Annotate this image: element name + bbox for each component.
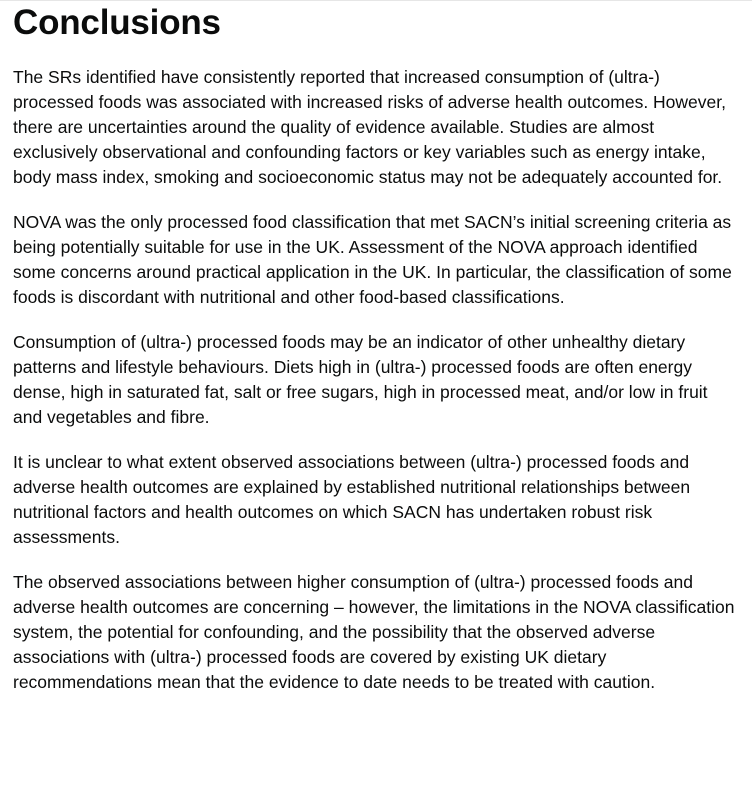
- paragraph-dietary-patterns: Consumption of (ultra-) processed foods may be an indicator of other unhealthy dietary patterns and lifestyle behaviours. Diets high in (ultra-) processed foods are often energy dense, high in saturated fat, salt or free sugars, high in processed meat, and/or low in fruit and vegetables and fibre.: [13, 332, 708, 427]
- paragraph-caution: The observed associations between higher consumption of (ultra-) processed foods and adverse health outcomes are concerning – however, the limitations in the NOVA classification system, the potential for confounding, and the possibility that the observed adverse associations with (ultra-) processed foods are covered by existing UK dietary recommendations mean that the evidence to date needs to be treated with caution.: [13, 572, 735, 692]
- paragraph-nova-classification: NOVA was the only processed food classification that met SACN’s initial screening criteria as being potentially suitable for use in the UK. Assessment of the NOVA approach identified some concerns around practical application in the UK. In particular, the classification of some foods is discordant with nutritional and other food-based classifications.: [13, 212, 732, 307]
- paragraph-nutritional-relationships: It is unclear to what extent observed associations between (ultra-) processed foods and adverse health outcomes are explained by established nutritional relationships between nutritional factors and health outcomes on which SACN has undertaken robust risk assessments.: [13, 452, 691, 547]
- section-heading: Conclusions: [13, 3, 221, 42]
- conclusions-section: [13, 0, 738, 695]
- paragraph-evidence-summary: The SRs identified have consistently reported that increased consumption of (ultra-) processed foods was associated with increased risks of adverse health outcomes. However, there are uncertainties around the quality of evidence available. Studies are almost exclusively observational and confounding factors or key variables such as energy intake, body mass index, smoking and socioeconomic status may not be adequately accounted for.: [13, 67, 726, 187]
